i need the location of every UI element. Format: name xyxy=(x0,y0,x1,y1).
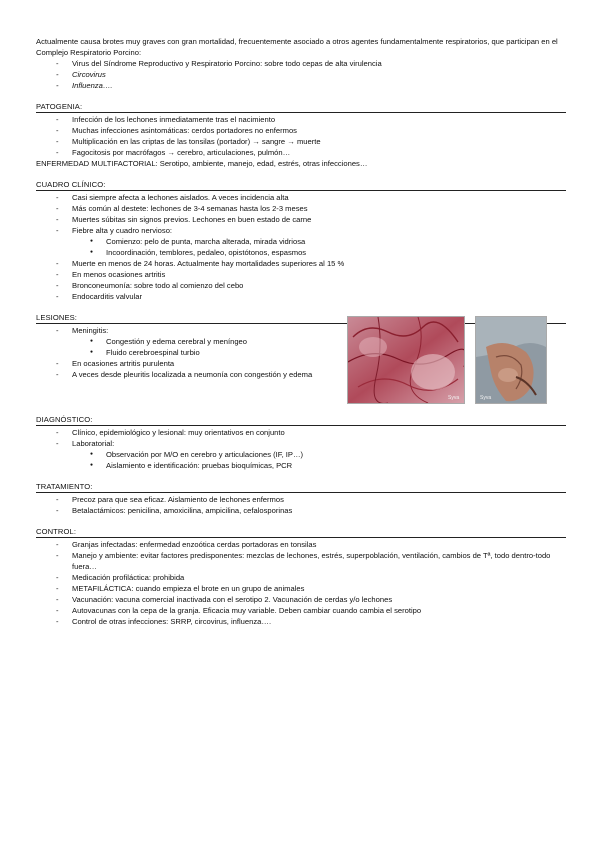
multifactorial-note: ENFERMEDAD MULTIFACTORIAL: Serotipo, ambiente, manejo, edad, estrés, otras infecciones… xyxy=(36,159,368,168)
list-item: - Meningitis: xyxy=(56,325,566,336)
section-control xyxy=(36,526,566,627)
list-item: - Muerte en menos de 24 horas. Actualmente hay mortalidades superiores al 15 % xyxy=(56,258,566,269)
sub-list-item: ● Comienzo: pelo de punta, marcha alterada, mirada vidriosa xyxy=(90,236,566,247)
section-heading: DIAGNÓSTICO: xyxy=(36,414,566,426)
list-item: - Medicación profiláctica: prohibida xyxy=(56,572,566,583)
list-item: - Bronconeumonía: sobre todo al comienzo del cebo xyxy=(56,280,566,291)
section-lesiones xyxy=(36,312,566,404)
list-item: - Muertes súbitas sin signos previos. Lechones en buen estado de carne xyxy=(56,214,566,225)
list-item: - Muchas infecciones asintomáticas: cerdos portadores no enfermos xyxy=(56,125,566,136)
list-item: - Autovacunas con la cepa de la granja. Eficacia muy variable. Deben cambiar cuando cambia el serotipo xyxy=(56,605,566,616)
list-item: - Más común al destete: lechones de 3-4 semanas hasta los 2-3 meses xyxy=(56,203,566,214)
list-item: - Casi siempre afecta a lechones aislados. A veces incidencia alta xyxy=(56,192,566,203)
sub-list-item: ● Aislamiento e identificación: pruebas bioquímicas, PCR xyxy=(90,460,566,471)
list-item: - Fagocitosis por macrófagos → cerebro, articulaciones, pulmón… xyxy=(56,147,566,158)
document-page xyxy=(36,36,566,627)
list-item: - Precoz para que sea eficaz. Aislamiento de lechones enfermos xyxy=(56,494,566,505)
section-heading: CONTROL: xyxy=(36,526,566,538)
list-item: - Influenza…. xyxy=(56,80,566,91)
list-item: - Manejo y ambiente: evitar factores predisponentes: mezclas de lechones, estrés, superpoblación, ventilación, cambios de Tª, todo dentro-todo fuera… xyxy=(56,550,566,572)
list-item: - Virus del Síndrome Reproductivo y Respiratorio Porcino: sobre todo cepas de alta virulencia xyxy=(56,58,566,69)
list-item: - En menos ocasiones artritis xyxy=(56,269,566,280)
section-heading: PATOGENIA: xyxy=(36,101,566,113)
list-item: - Fiebre alta y cuadro nervioso: xyxy=(56,225,566,236)
list-item: - Clínico, epidemiológico y lesional: muy orientativos en conjunto xyxy=(56,427,566,438)
intro-paragraph: Actualmente causa brotes muy graves con gran mortalidad, frecuentemente asociado a otros agentes fundamentalmente respiratorios, que participan en el Complejo Respiratorio Porcino: xyxy=(36,37,558,57)
list-item: - En ocasiones artritis purulenta xyxy=(56,358,566,369)
list-item: - METAFILÁCTICA: cuando empieza el brote en un grupo de animales xyxy=(56,583,566,594)
joint-arthritis-photo xyxy=(475,316,547,404)
list-item: - Multiplicación en las criptas de las tonsilas (portador) → sangre → muerte xyxy=(56,136,566,147)
list-item: - Granjas infectadas: enfermedad enzoótica cerdas portadoras en tonsilas xyxy=(56,539,566,550)
photo-watermark: Syva xyxy=(480,395,492,401)
list-item: - A veces desde pleuritis localizada a neumonía con congestión y edema xyxy=(56,369,566,380)
list-item: - Control de otras infecciones: SRRP, circovirus, influenza…. xyxy=(56,616,566,627)
sub-list-item: ● Observación por M/O en cerebro y articulaciones (IF, IP…) xyxy=(90,449,566,460)
list-item: - Infección de los lechones inmediatamente tras el nacimiento xyxy=(56,114,566,125)
list-item: - Betalactámicos: penicilina, amoxicilina, ampicilina, cefalosporinas xyxy=(56,505,566,516)
list-item: - Circovirus xyxy=(56,69,566,80)
section-tratamiento xyxy=(36,481,566,516)
list-item: - Laboratorial: xyxy=(56,438,566,449)
brain-meningitis-photo xyxy=(347,316,465,404)
list-item: - Vacunación: vacuna comercial inactivada con el serotipo 2. Vacunación de cerdas y/o lechones xyxy=(56,594,566,605)
section-patogenia xyxy=(36,101,566,169)
list-item: - Endocarditis valvular xyxy=(56,291,566,302)
sub-list-item: ● Fluido cerebroespinal turbio xyxy=(90,347,566,358)
section-cuadro-clinico xyxy=(36,179,566,302)
section-heading: TRATAMIENTO: xyxy=(36,481,566,493)
photo-watermark: Syva xyxy=(448,395,460,401)
section-diagnostico xyxy=(36,414,566,471)
intro-list xyxy=(36,58,566,91)
section-heading: LESIONES: xyxy=(36,312,566,324)
sub-list-item: ● Congestión y edema cerebral y meníngeo xyxy=(90,336,566,347)
sub-list-item: ● Incoordinación, temblores, pedaleo, opistótonos, espasmos xyxy=(90,247,566,258)
section-heading: CUADRO CLÍNICO: xyxy=(36,179,566,191)
